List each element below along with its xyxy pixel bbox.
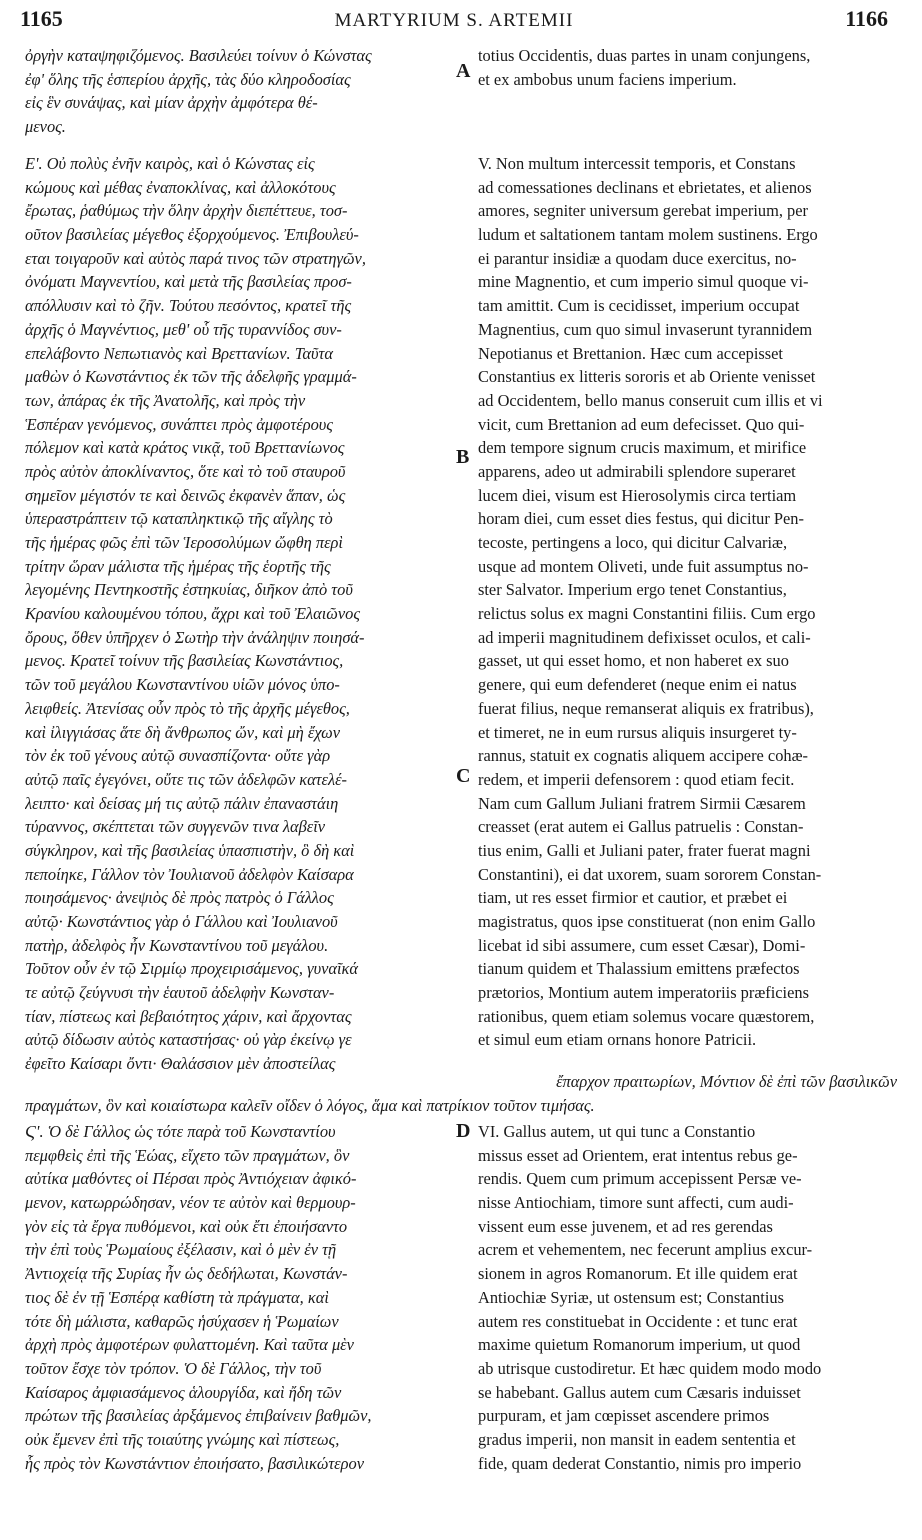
text-line: ὀνόματι Μαγνεντίου, καὶ μετὰ τῆς βασιλείας προσ- [25, 272, 352, 292]
text-line: fide, quam dederat Constantio, nimis pro imperio [478, 1453, 802, 1473]
text-line: αὐτῷ· Κωνστάντιος γὰρ ὁ Γάλλου καὶ Ἰουλιανοῦ [25, 912, 338, 931]
text-line: πρώτων τῆς βασιλείας ἀρξάμενος ἐπιβαίνειν βαθμῶν, [25, 1406, 372, 1426]
text-line: nisse Antiochiam, timore sunt affecti, cum audi- [478, 1193, 794, 1213]
text-line: Ϛ'. Ὁ δὲ Γάλλος ὡς τότε παρὰ τοῦ Κωνσταντίου [25, 1122, 336, 1141]
text-line: Constantini), ei dat uxorem, suam sororem Constan- [478, 864, 822, 884]
text-line: et simul eum etiam ornans honore Patricii. [478, 1030, 757, 1050]
text-line: se habebant. Gallus autem cum Cæsaris induisset [478, 1382, 801, 1402]
text-line: μενος. Κρατεῖ τοίνυν τῆς βασιλείας Κωνστάντιος, [25, 651, 344, 671]
text-line: ἀρχὴ πρὸς ἀμφοτέρων φυλαττομένη. Καὶ ταῦτα μὲν [25, 1335, 354, 1355]
text-line: et timeret, ne in eum rursus aliquis insurgeret ty- [478, 722, 797, 742]
text-line: εἰς ἓν συνάψας, καὶ μίαν ἀρχὴν ἀμφότερα θέ- [25, 93, 318, 113]
text-line: μενος. [25, 117, 66, 137]
text-line: πατὴρ, ἀδελφὸς ἦν Κωνσταντίνου τοῦ μεγάλου. [25, 935, 329, 955]
text-line: πόλεμον καὶ κατὰ κράτος νικᾷ, τοῦ Βρεττανίωνος [25, 438, 345, 458]
text-line: επελάβοντο Νεπωτιανὸς καὶ Βρεττανίων. Ταῦτα [25, 343, 333, 363]
text-line: τοῦτον ἔσχε τὸν τρόπον. Ὁ δὲ Γάλλος, τὴν τοῦ [25, 1358, 322, 1378]
text-line: Ε'. Οὐ πολὺς ἐνῆν καιρὸς, καὶ ὁ Κώνστας εἰς [25, 154, 315, 173]
text-line: πεμφθεὶς ἐπὶ τῆς Ἑώας, εἴχετο τῶν πραγμάτων, ὃν [25, 1145, 350, 1165]
text-line: Ἑσπέραν γενόμενος, συνάπτει πρὸς ἀμφοτέρους [25, 414, 333, 434]
text-line: Τοῦτον οὖν ἐν τῷ Σιρμίῳ προχειρισάμενος, γυναῖκά [25, 959, 359, 979]
margin-marker-b: B [456, 446, 470, 468]
text-line: λεγομένης Πεντηκοστῆς ἐστηκυίας, διῆκον ἀπὸ τοῦ [25, 580, 353, 600]
text-line: τὸν ἐκ τοῦ γένους αὐτῷ συνασπίζοντα· οὔτε γὰρ [25, 746, 331, 766]
text-line: ὄρους, ὅθεν ὑπῆρχεν ὁ Σωτὴρ τὴν ἀνάληψιν ποιησά- [25, 627, 365, 647]
text-line: των, ἀπάρας ἐκ τῆς Ἀνατολῆς, καὶ πρὸς τὴν [25, 390, 306, 410]
text-line: αὐτῷ δίδωσιν αὐτὸς καταστήσας· οὐ γὰρ ἐκείνῳ γε [25, 1030, 352, 1050]
greek-column-block-1 [25, 44, 471, 139]
text-line: ἧς πρὸς τὸν Κωνστάντιον ἐποιήσατο, βασιλικώτερον [25, 1453, 364, 1473]
text-line: ad Occidentem, bello manus conseruit cum illis et vi [478, 390, 823, 410]
text-line: vicit, cum Brettanion ad eum defecisset. Quo qui- [478, 414, 805, 434]
text-line: ab utrisque custodiretur. Et hæc quidem modo modo [478, 1358, 822, 1378]
text-line: τῆς ἡμέρας φῶς ἐπὶ τῶν Ἱεροσολύμων ὤφθη περὶ [25, 533, 343, 552]
text-line: rannus, statuit ex cognatis aliquem accipere cohæ- [478, 746, 808, 766]
text-line: ἐφεῖτο Καίσαρι ὄντι· Θαλάσσιον μὲν ἀποστείλας [25, 1054, 336, 1074]
text-line: autem res constituebat in Occidente : et tunc erat [478, 1311, 798, 1331]
text-line: τότε δὴ μάλιστα, καθαρῶς ἡσύχασεν ἡ Ῥωμαίων [25, 1311, 339, 1331]
left-page-number: 1165 [20, 6, 63, 31]
text-line: tianum quidem et Thalassium emittens præfectos [478, 959, 800, 979]
text-line: κώμους καὶ μέθας ἐναποκλίνας, καὶ ἀλλοκότους [25, 177, 336, 197]
text-line: missus esset ad Orientem, erat intentus rebus ge- [478, 1145, 798, 1165]
text-line: σύγκληρον, καὶ τῆς βασιλείας ὑπασπιστὴν, ὃ δὴ καὶ [25, 840, 355, 860]
text-line: maxime quietum Romanorum imperium, ut quod [478, 1335, 801, 1355]
text-line: vissent eum esse juvenem, et ad res gerendas [478, 1216, 773, 1236]
text-line: ἀρχῆς ὁ Μαγνέντιος, μεθ' οὗ τῆς τυραννίδος συν- [25, 319, 342, 339]
text-line: tiam, ut res esset firmior et cautior, et præbet ei [478, 888, 788, 908]
text-line: mine Magnentio, et cum imperio simul quoque vi- [478, 272, 809, 292]
text-line: gradus imperii, non mansit in eadem sententia et [478, 1429, 796, 1449]
text-line: ei parantur insidiæ a quodam duce exercitus, no- [478, 248, 797, 268]
text-line: Ἀντιοχείᾳ τῆς Συρίας ἦν ὡς δεδήλωται, Κωνστάν- [25, 1264, 348, 1284]
text-line: ὑπεραστράπτειν τῷ καταπληκτικῷ τῆς αἴγλης τὸ [25, 509, 333, 529]
text-line: αὐτίκα μαθόντες οἱ Πέρσαι πρὸς Ἀντιόχειαν ἀφικό- [25, 1169, 357, 1189]
text-line: τὴν ἐπὶ τοὺς Ῥωμαίους ἐξέλασιν, καὶ ὁ μὲν ἐν τῇ [25, 1240, 337, 1260]
text-line: ἐφ' ὅλης τῆς ἑσπερίου ἀρχῆς, τὰς δύο κληροδοσίας [25, 69, 351, 89]
text-line: μενον, κατωρρώδησαν, νέον τε αὐτὸν καὶ θερμουρ- [25, 1193, 356, 1213]
text-line: acrem et vehementem, nec fecerunt amplius excur- [478, 1240, 813, 1260]
text-line: prætorios, Montium autem imperatoriis præficiens [478, 983, 809, 1003]
text-line: VI. Gallus autem, ut qui tunc a Constantio [478, 1122, 756, 1141]
text-line: ludum et saltationem tantam molem sustinens. Ergo [478, 225, 818, 245]
text-line: lucem diei, visum est Hierosolymis circa tertiam [478, 485, 797, 505]
text-line: genere, qui eum defenderet (neque enim ei natus [478, 675, 797, 695]
text-line: horam diei, cum esset dies festus, qui dicitur Pen- [478, 509, 804, 529]
text-line: sionem in agros Romanorum. Et ille quidem erat [478, 1264, 798, 1284]
greek-column-block-3 [25, 1120, 471, 1475]
text-line: τε αὐτῷ ζεύγνυσι τὴν ἑαυτοῦ ἀδελφὴν Κωνσταν- [25, 983, 335, 1003]
text-line: οῦτον βασιλείας μέγεθος ἐξορχούμενος. Ἐπιβουλεύ- [25, 225, 359, 245]
text-line: amores, segniter universum gerebat imperium, per [478, 201, 808, 221]
margin-marker-a: A [456, 60, 471, 82]
text-line: tam amittit. Cum is cecidisset, imperium occupat [478, 296, 800, 316]
text-line: ad comessationes declinans et ebrietates, et alienos [478, 177, 812, 197]
latin-column-block-3 [478, 1120, 900, 1475]
right-page-number: 1166 [845, 6, 888, 31]
fullwidth-line-2 [25, 1094, 897, 1118]
text-line: καὶ ἰλιγγιάσας ἅτε δὴ ἄνθρωπος ὤν, καὶ μὴ ἔχων [25, 722, 341, 742]
text-line: tius enim, Galli et Juliani pater, frater fuerat magni [478, 840, 811, 860]
fullwidth-greek-1: ἔπαρχον πραιτωρίων, Μόντιον δὲ ἐπὶ τῶν βασιλικῶν [556, 1072, 897, 1091]
text-line: magistratus, quos ipse constituerat (non enim Gallo [478, 912, 816, 931]
text-line: rendis. Quem cum primum accepissent Persæ ve- [478, 1169, 802, 1189]
text-line: γὸν εἰς τὰ ἔργα πυθόμενοι, καὶ οὐκ ἔτι ἐποιήσαντο [25, 1216, 348, 1236]
text-line: V. Non multum intercessit temporis, et Constans [478, 154, 796, 173]
text-line: τύραννος, σκέπτεται τῶν συγγενῶν τινα λαβεῖν [25, 817, 326, 837]
running-title: MARTYRIUM S. ARTEMII [334, 10, 574, 31]
text-line: εται τοιγαροῦν καὶ αὐτὸς παρά τινος τῶν στρατηγῶν, [25, 248, 366, 268]
text-line: λειφθείς. Ἀτενίσας οὖν πρὸς τὸ τῆς ἀρχῆς μέγεθος, [25, 698, 350, 718]
text-line: purpuram, et jam cœpisset ascendere primos [478, 1406, 770, 1426]
text-line: τιος δὲ ἐν τῇ Ἑσπέρᾳ καθίστη τὰ πράγματα, καὶ [25, 1287, 329, 1307]
text-line: relictus solus ex magni Constantini filiis. Cum ergo [478, 604, 816, 624]
latin-column-block-1 [478, 44, 900, 91]
text-line: Κρανίου καλουμένου τόπου, ἄχρι καὶ τοῦ Ἐλαιῶνος [25, 604, 360, 624]
text-line: Magnentius, cum quo simul invaserunt tyrannidem [478, 319, 813, 339]
text-line: λειπτο· καὶ δείσας μή τις αὐτῷ πάλιν ἐπαναστάιη [25, 793, 339, 813]
text-line: Nam cum Gallum Juliani fratrem Sirmii Cæsarem [478, 793, 806, 813]
text-line: αὐτῷ παῖς ἐγεγόνει, οὔτε τις τῶν ἀδελφῶν κατελέ- [25, 769, 348, 789]
greek-column-block-2 [25, 152, 471, 1076]
fullwidth-greek-2: πραγμάτων, ὃν καὶ κοιαίστωρα καλεῖν οἴδεν ὁ λόγος, ἅμα καὶ πατρίκιον τοῦτον τιμήσας. [25, 1096, 595, 1115]
text-line: τρίτην ὥραν μάλιστα τῆς ἡμέρας τῆς ἑορτῆς τῆς [25, 556, 331, 576]
text-line: ἔρωτας, ῥαθύμως τὴν ὅλην ἀρχὴν διεπέττευε, τοσ- [25, 201, 348, 221]
text-line: πρὸς αὐτὸν ἀποκλίναντος, ὅτε καὶ τὸ τοῦ σταυροῦ [25, 461, 346, 481]
text-line: Antiochiæ Syriæ, ut ostensum est; Constantius [478, 1287, 784, 1307]
text-line: tecoste, pertingens a loco, qui dicitur Calvariæ, [478, 533, 788, 552]
text-line: fuerat filius, neque remanserat aliquis ex fratribus), [478, 698, 814, 718]
text-line: μαθὼν ὁ Κωνστάντιος ἐκ τῶν τῆς ἀδελφῆς γραμμά- [25, 367, 357, 387]
text-line: πεποίηκε, Γάλλον τὸν Ἰουλιανοῦ ἀδελφὸν Καίσαρα [25, 864, 354, 884]
text-line: rationibus, quem etiam solemus vocare quæstorem, [478, 1006, 815, 1026]
text-line: totius Occidentis, duas partes in unam conjungens, [478, 46, 811, 65]
text-line: dem tempore signum crucis maximum, et mirifice [478, 438, 807, 458]
text-line: ad imperii magnitudinem defixisset oculos, et cali- [478, 627, 811, 647]
text-line: τῶν τοῦ μεγάλου Κωνσταντίνου υἱῶν μόνος ὑπο- [25, 675, 340, 695]
text-line: σημεῖον μέγιστόν τε καὶ δεινῶς ἐκφανὲν ἅπαν, ὡς [25, 485, 346, 505]
text-line: Constantius ex litteris sororis et ab Oriente venisset [478, 367, 816, 387]
text-line: ster Salvator. Imperium ergo tenet Constantius, [478, 580, 787, 600]
margin-marker-c: C [456, 765, 471, 787]
text-line: usque ad montem Oliveti, unde fuit assumptus no- [478, 556, 809, 576]
margin-marker-d: D [456, 1120, 471, 1142]
text-line: creasset (erat autem ei Gallus patruelis : Constan- [478, 817, 804, 837]
text-line: οὐκ ἔμενεν ἐπὶ τῆς τοιαύτης γνώμης καὶ πίστεως, [25, 1429, 340, 1449]
text-line: gasset, ut qui esset homo, et non haberet ex suo [478, 651, 789, 671]
text-line: απόλλυσιν καὶ τὸ ζῆν. Τούτου πεσόντος, κρατεῖ τῆς [25, 296, 352, 316]
page-header [20, 6, 888, 40]
text-line: τίαν, πίστεως καὶ βεβαιότητος χάριν, καὶ ἄρχοντας [25, 1006, 352, 1026]
text-line: Nepotianus et Brettanion. Hæc cum accepisset [478, 343, 783, 363]
text-line: ὀργὴν καταψηφιζόμενος. Βασιλεύει τοίνυν ὁ Κώνστας [25, 46, 372, 65]
text-line: licebat id sibi assumere, cum esset Cæsar), Domi- [478, 935, 806, 955]
fullwidth-line-1 [25, 1070, 897, 1094]
text-line: ποιησάμενος· ἀνεψιὸς δὲ πρὸς πατρὸς ὁ Γάλλος [25, 888, 334, 908]
text-line: Καίσαρος ἀμφιασάμενος ἁλουργίδα, καὶ ἤδη τῶν [25, 1382, 342, 1402]
text-line: apparens, adeo ut admirabili splendore superaret [478, 461, 796, 481]
text-line: et ex ambobus unum faciens imperium. [478, 69, 737, 89]
latin-column-block-2 [478, 152, 900, 1052]
text-line: redem, et imperii defensorem : quod etiam fecit. [478, 769, 795, 789]
